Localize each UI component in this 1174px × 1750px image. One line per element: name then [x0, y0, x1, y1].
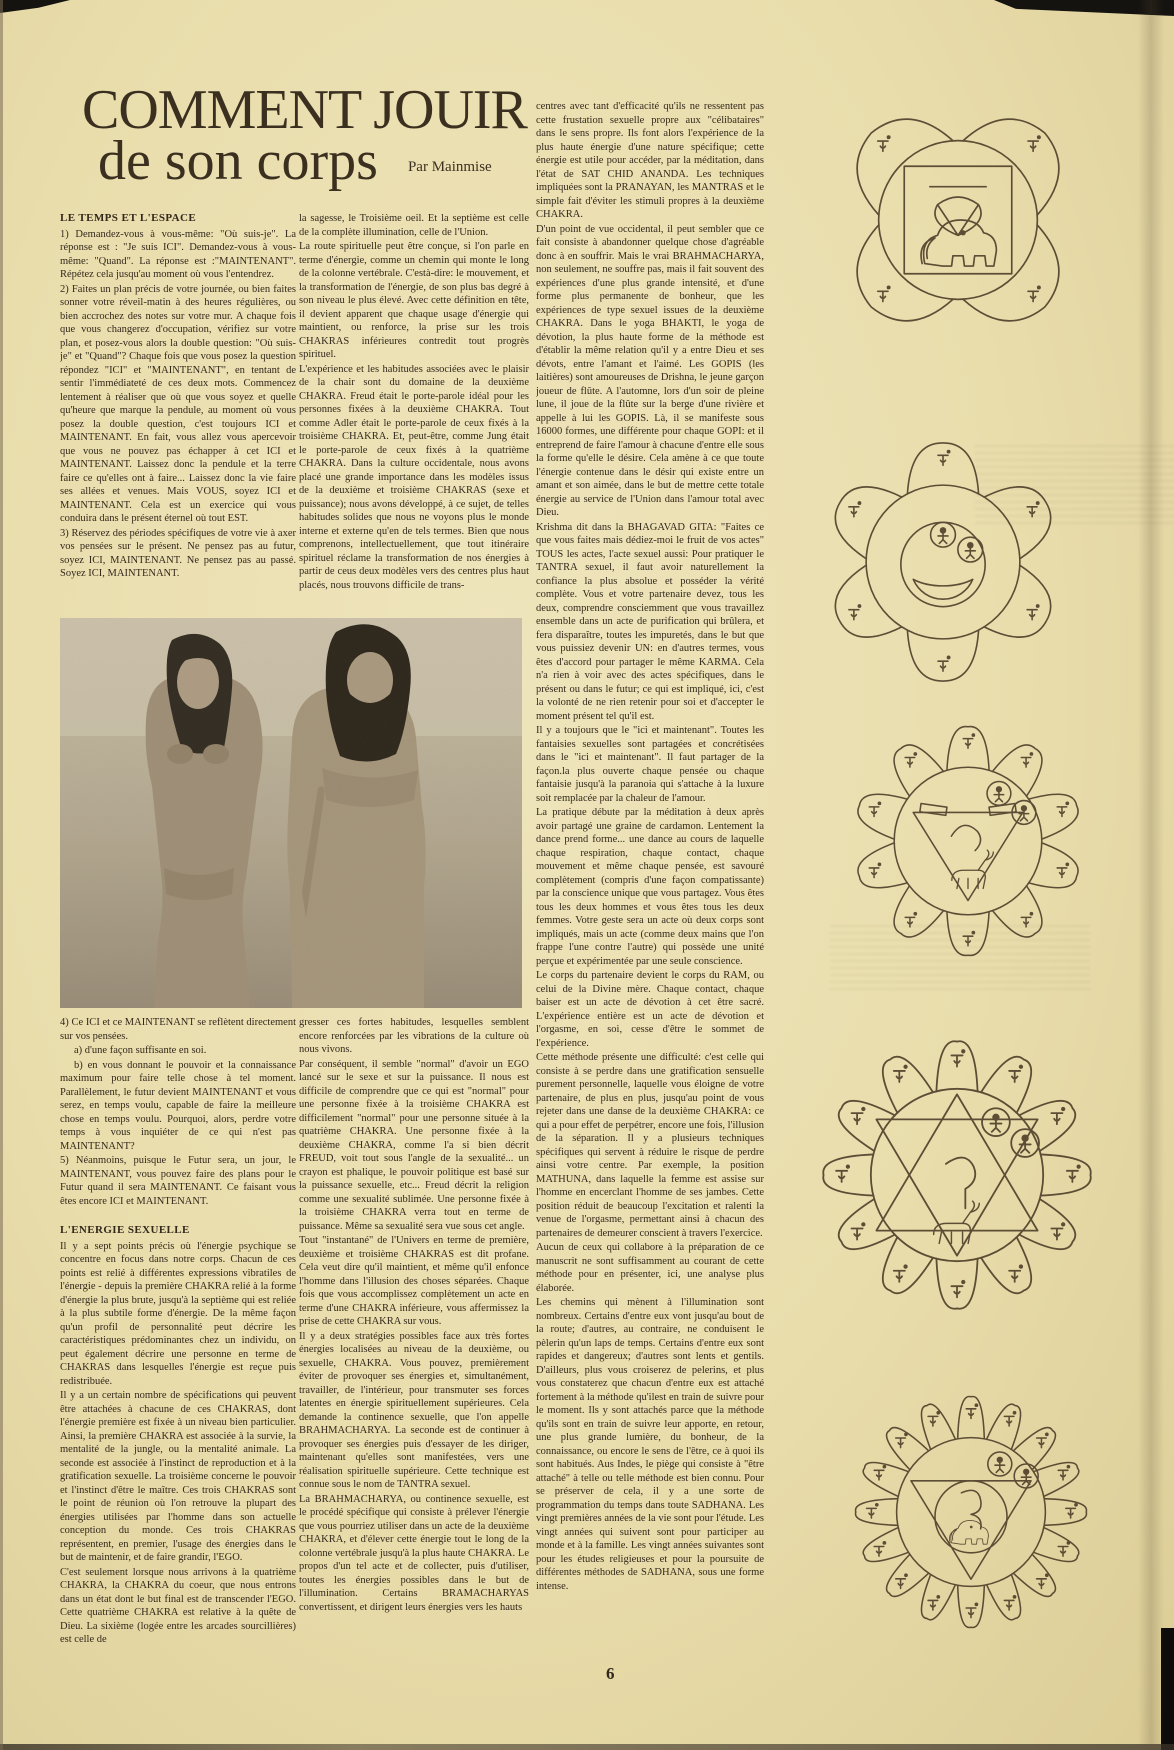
- paragraph: Cette méthode présente une difficulté: c'est celle qui consiste à se perdre dans une gratification sensuelle purement personnelle, laquelle vous éloigne de votre partenaire, de plus en plus, jusqu'au point de vous rejeter dans une danse de la deuxième CHAKRA: ce qui a pour effet de perpétrer, encore une fois, l'illusion de la séparation. Il y a plusieurs techniques spécifiques qui servent à réduire le risque de perdre ainsi votre centre. Par exemple, la position MATHUNA, dans laquelle la femme est assise sur l'homme en encerclant l'homme de ses jambes. Cette position réduit de beaucoup l'excitation et ralenti la venue de l'orgasme, permettant ainsi à chacun des partenaires de demeurer conscient à travers l'exercice.: [536, 1052, 764, 1239]
- article-title-line1: COMMENT JOUIR: [82, 79, 527, 141]
- section-heading-time-space: LE TEMPS ET L'ESPACE: [60, 212, 197, 224]
- paragraph: Krishma dit dans la BHAGAVAD GITA: "Faites ce que vous faites mais dédiez-moi le fruit de vos actes" TOUS les actes, l'acte sexuel aussi: Pour pratiquer le TANTRA sexuel, il faut avoir naturellement la confiance la plus absolue et posséder la vérité complète. Vous et votre partenaire devez, tous les deux, comprendre consciemment que vous travaillez ensemble dans un acte de purification qui brûlera, et fera disparaître, toutes les impuretés, dans le but que vous puissiez devenir UN: en d'autres termes, vous êtes d'accord pour partager le même KARMA. Cela n'a rien à voir avec des actes spécifiques, dans le présent ou dans le futur; ce qui est impliqué, ici, c'est la volonté de ne rien retenir pour soi et d'accepter le moment présent tel qu'il est.: [536, 521, 764, 722]
- paragraph: 4) Ce ICI et ce MAINTENANT se reflètent directement sur vos pensées.: [60, 1017, 296, 1042]
- manipura-chakra-diagram: [842, 722, 1094, 960]
- muladhara-chakra-diagram: [822, 92, 1094, 348]
- paragraph: Il y a sept points précis où l'énergie psychique se concentre en focus dans notre corps. Chacun de ces points est relié à différentes expressions vibratiles de l'énergie - depuis la première CHAKRA relié à la forme d'énergie la plus brute, jusqu'à la septième qui est reliée à la plus subtile forme d'énergie. De la même façon qu'un profil de personnalité peut décrire les caractéristiques prédominantes chez un individu, on peut également décrire une personne en terme de CHAKRAS dans lesquelles l'énergie est reçue puis redistribuée.: [60, 1240, 296, 1387]
- paragraph: Le corps du partenaire devient le corps du RAM, ou celui de la Divine mère. Chaque contact, chaque baiser est un acte de dévotion à cet être sacré. L'expérience entière est un acte de dévotion et l'orgasme, en soi, cesse d'être le sommet de l'expérience.: [536, 970, 764, 1049]
- text-column-3: [536, 100, 764, 1662]
- text-column-2-bottom: [299, 1016, 529, 1668]
- text-column-2-top: [299, 212, 529, 614]
- scan-edge-left: [0, 0, 3, 1750]
- paragraph: Par conséquent, il semble "normal" d'avoir un EGO lancé sur le sexe et sur la puissance. Il nous est difficile de comprendre que ce qui est "normal" pour une personne fixée à la troisième CHAKRA est difficilement "normal" pour une personne située à la quatrième CHAKRA. Une personne fixée à la deuxième CHAKRA, comme l'a si bien décrit FREUD, voit tout sous l'angle de la sexualité... un crayon est phalique, le pouvoir politique est basé sur la puissance sexuelle, etc... Freud décrit la religion comme une sexualité sublimée. Une personne fixée à la troisième CHAKRA verra tout en terme de puissance. Même sa sexualité sera vue sous cet angle.: [299, 1058, 529, 1232]
- paragraph: gresser ces fortes habitudes, lesquelles semblent encore renforcées par les vibrations de la culture où nous vivons.: [299, 1017, 529, 1055]
- paragraph: 2) Faites un plan précis de votre journée, ou bien faites sonner votre réveil-matin à des heures régulières, ou bien accrochez des notes sur votre mur. A chaque fois que vous changerez d'occupation, vérifiez sur votre plan, et posez-vous alors la double question: "Où suis-je" et "Quand"? Chaque fois que vous posez la question répondez "ICI" et "MAINTENANT", en tentant de sentir l'immédiateté de ces deux mots. Commencez lentement à réaliser que où que vous soyez et quelle qu'heure que marque la pendule, au moment où vous posez la double question, c'est toujours ICI et MAINTENANT. En fait, vous allez vous apercevoir que vous ne pouvez pas échapper à cet ICI et MAINTENANT. Laissez donc la pendule et la terre faire ce qu'elles ont à faire... Laissez donc la vie faire ses allées et venues. Mais VOUS, soyez ICI et MAINTENANT. Cela est un exercice qui vous conduira dans le présent éternel où tout EST.: [60, 283, 296, 524]
- paragraph: La BRAHMACHARYA, ou continence sexuelle, est le procédé spécifique qui consiste à prélever l'énergie que vous pourriez utiliser dans un acte de la deuxième CHAKRA, et d'élever cette énergie tout le long de la colonne vertébrale jusqu'à la plus haute CHAKRA. Le propos d'un tel acte et de collecter, puis d'utiliser, toutes les énergies possibles dans le but de l'illumination. Certains BRAMACHARYAS convertissent, et dirigent leurs énergies vers les hauts: [299, 1493, 529, 1613]
- paragraph: Il y a deux stratégies possibles face aux très fortes énergies localisées au niveau de la deuxième, ou sexuelle, CHAKRA. Vous pouvez, premièrement éviter de provoquer ses énergies et, simultanément, travailler, de l'intérieur, pour transmuter ses forces latentes en énergie spirituellement supérieures. Cela demande la continence sexuelle, que l'on appelle BRAHMACHARYA. La seconde est de continuer à provoquer ses énergies puis d'essayer de les diriger, maintenant qu'elles sont manifestées, vers une réalisation spirituelle supérieure. Cette technique est connue sous le nom de TANTRA sexuel.: [299, 1330, 529, 1490]
- page-number: 6: [606, 1664, 615, 1683]
- paragraph: Il y a un certain nombre de spécifications qui peuvent être attachées à chacune de ces CHAKRAS, dont l'énergie première est fixée à un niveau bien particulier. Ainsi, la première CHAKRA est associée à la survie, la mentalité de la jungle, ou la mentalité animale. La seconde est associée à l'instinct de reproduction et à la gratification sexuelle. La troisième concerne le pouvoir et l'instinct d'être le maître. Ces trois CHAKRAS sont le point de réunion où l'on retrouve la plupart des énergies utilisées par l'homme dans son actuelle conception du monde. Ces trois CHAKRAS représentent, en premier, l'usage des énergies dans le but de maintenir, et de faire grandir, l'EGO.: [60, 1390, 296, 1563]
- paragraph: b) en vous donnant le pouvoir et la connaissance maximum pour faire telle chose à tel moment. Parallèlement, le futur devient MAINTENANT et vous serez, en temps voulu, capable de faire la meilleure chose en temps voulu. Pourquoi, alors, perdre votre temps à vous inquiéter de ce qui n'est pas MAINTENANT?: [60, 1059, 296, 1152]
- paragraph: D'un point de vue occidental, il peut sembler que ce fait consiste à abandonner quelque chose d'agréable donc à en souffrir. Mais le vrai BRAHMACHARYA, non seulement, ne souffre pas, mais il fait souvent des expériences d'une plus grande intensité, et d'une forme plus permanente de bonheur, que les expériences de type sexuel issues de la deuxième CHAKRA. Dans le yoga BHAKTI, le yoga de dévotion, la plus haute forme de la méthode est d'établir la même relation qu'il y a entre Dieu et ses dévots, entre l'amant et l'aimé. Les GOPIS (les laitières) sont amoureuses de Drishna, le jeune garçon joueur de flûte. A l'automne, lors d'un soir de pleine lune, il joue de la flûte sur la berge d'une rivière et appelle à lui les GOPIS. Là, il se manifeste sous 16000 formes, une différente pour chaque GOPI: et il entreprend de faire l'amour à chacune d'entre elle sous la forme qu'elle le désire. Cela amène à ce que toute l'énergie contenue dans le désir qui existe entre un amant et son aimée, dans le but de mettre cette totale énergie au service de l'Union dans l'amour total avec Dieu.: [536, 223, 764, 518]
- text-column-1-bottom: [60, 1016, 296, 1668]
- paragraph: C'est seulement lorsque nous arrivons à la quatrième CHAKRA, la CHAKRA du coeur, que nous entrons dans un état dont le but final est de transcender l'EGO. Cette quatrième CHAKRA est relative à la quête de Dieu. La sixième (logée entre les arcades sourcillières) est celle de: [60, 1566, 296, 1645]
- scan-edge-top-left: [0, 0, 70, 13]
- article-masthead: [82, 79, 562, 192]
- paragraph: Il y a toujours que le "ici et maintenant". Toutes les fantaisies sexuelles sont partagées et concrétisées dans le "ici et maintenant". Il faut partager de la façon.la plus ouverte chaque pensée ou chaque fantaisie jusqu'à la paranoia qui s'attache à la luxure soit remplacée par la chaleur de l'amour.: [536, 725, 764, 804]
- text-column-1-top: [60, 212, 296, 614]
- article-title-line2: de son corps: [98, 130, 378, 192]
- paragraph: 3) Réservez des périodes spécifiques de votre vie à axer vos pensées sur le présent. Ne pensez pas au futur, soyez ICI, MAINTENANT. Ne pensez pas au passé. Soyez ICI, MAINTENANT.: [60, 527, 296, 579]
- paragraph: a) d'une façon suffisante en soi.: [74, 1045, 207, 1056]
- paragraph: Tout "instantané" de l'Univers en terme de première, deuxième et troisième CHAKRAS est dit profane. Cela veut dire qu'il maintient, et même qu'il enfonce l'homme dans l'illusion des choses séparées. Chaque fois que vous accomplissez complètement un acte en terme d'une CHAKRA inférieure, vous affermissez la prise de cette CHAKRA sur vous.: [299, 1235, 529, 1327]
- section-heading-sexual-energy: L'ENERGIE SEXUELLE: [60, 1224, 190, 1236]
- paragraph: la sagesse, le Troisième oeil. Et la septième est celle de la complète illumination, celle de l'Union.: [299, 213, 529, 238]
- paragraph: Aucun de ceux qui collabore à la préparation de ce manuscrit ne sont suffisamment au courant de cette méthode pour en présenter, ici, une analyse plus élaborée.: [536, 1242, 764, 1294]
- paragraph: 1) Demandez-vous à vous-même: "Où suis-je". La réponse est : "Je suis ICI". Demandez-vous à vous-même: "Quand". La réponse est :"MAINTENANT". Répétez cela jusqu'au moment où vous l'entendrez.: [60, 228, 296, 280]
- paragraph: Les chemins qui mènent à l'illumination sont nombreux. Certains d'entre eux vont jusqu'au bout de la route; d'autres, au contraire, ne conduisent le pèlerin qu'un laps de temps. Certains d'entre eux sont rapides et dangereux; d'autres sont lents et gentils. D'ailleurs, plus vous croiserez de pelerins, et plus vous constaterez que chacun d'entre eux est attaché fortement à la méthode qu'ilest en train de suivre pour le moment. Ils y sont attachés parce que la méthode qu'ils sont en train de suivre leur apporte, en retour, une plus grande lumière, du bonheur, de la connaissance, ou encore le sens de l'être, ce à quoi ils sont habitués. Aus Indes, le piège qui consiste à "être attaché" à telle ou telle méthode est bien connu. Pour se préserver de cela, il y a une sorte de programmation du temps dans toute SADHANA. Les vingt premières années de la vie sont pour l'étude. Les vingt années qui suivent sont pour participer au monde et à la famille. Les vingt années suivantes sont pour les études religieuses et pour la poursuite de différentes méthodes de SADHANA, sous une forme intense.: [536, 1297, 764, 1592]
- paragraph: 5) Néanmoins, puisque le Futur sera, un jour, le MAINTENANT, vous pouvez faire des plans pour le Futur quand il sera MAINTENANT. Ce faisant vous êtes encore ICI et MAINTENANT.: [60, 1155, 296, 1207]
- paragraph: La route spirituelle peut être conçue, si l'on parle en terme d'énergie, comme un chemin qui monte le long de la colonne vertébrale. C'està-dire: le mouvement, et la transformation de l'énergie, de son plus bas degré à son niveau le plus élevé. Avec cette définition en tête, il devient apparent que chaque usage d'énergie qui maintient, ou renforce, la prise sur les trois CHAKRAS inférieures contredit tout progrès spirituel.: [299, 241, 529, 360]
- paragraph: L'expérience et les habitudes associées avec le plaisir de la chair sont du domaine de la deuxième CHAKRA. Freud était le porte-parole idéal pour les personnes fixées à la deuxième CHAKRA. Tout comme Adler était le porte-parole de ceux fixés à la troisième CHAKRA. Et, peut-être, comme Jung était le porte-parole de ceux fixés à la quatrième CHAKRA. Dans la culture occidentale, nous avons placé une grande importance dans les modèles issus de la deuxième et troisième CHAKRAS (sexe et puissance); nous avons développé, à ce sujet, de telles habitudes solides que nous ne voyons plus le monde interne et externe qu'en de tels termes. Bien que nous comprenons, intellectuellement, que tout itinéraire spirituel réclame la transformation de nos énergies à partir de ceus deux modèles vers des centres plus haut placés, nous trouvons difficile de trans-: [299, 363, 529, 591]
- article-photo: [60, 618, 522, 1008]
- photo-illustration: [60, 618, 522, 1008]
- paragraph: La pratique débute par la méditation à deux après avoir partagé une graine de cardamon. Lentement la dance prend forme... une dance au cours de laquelle chaque respiration, chaque contact, chaque mouvement et même chaque pensée, est savouré complètement (compris d'une façon compatissante) par la conscience unique que vous partagez. Vous êtes tous les deux hommes et vous êtes tous les deux femmes. Votre geste sera un acte où deux corps sont impliqués, mais un acte (comme deux mains que l'on frappe l'une contre l'autre) qui possède une unité perçue et expérimentée par une seule conscience.: [536, 807, 764, 967]
- paragraph: centres avec tant d'efficacité qu'ils ne ressentent pas cette frustation sexuelle propre aux "célibataires" dans le sens propre. Ils font alors l'expérience de la plus haute énergie d'une nature spécifique; cette énergie est utile pour accéder, par la méditation, dans l'état de SAT CHID ANANDA. Les techniques impliquées sont la PRANAYAN, les MANTRAS et le simple fait d'éviter les stimuli propres à la deuxième CHAKRA.: [536, 101, 764, 220]
- scan-edge-bottom: [0, 1744, 1174, 1750]
- svadhisthana-chakra-diagram: [815, 438, 1071, 686]
- vishuddha-chakra-diagram: [848, 1392, 1094, 1632]
- page-crease: [1138, 0, 1164, 1750]
- article-byline: Par Mainmise: [407, 159, 492, 175]
- anahata-chakra-diagram: [818, 1022, 1096, 1328]
